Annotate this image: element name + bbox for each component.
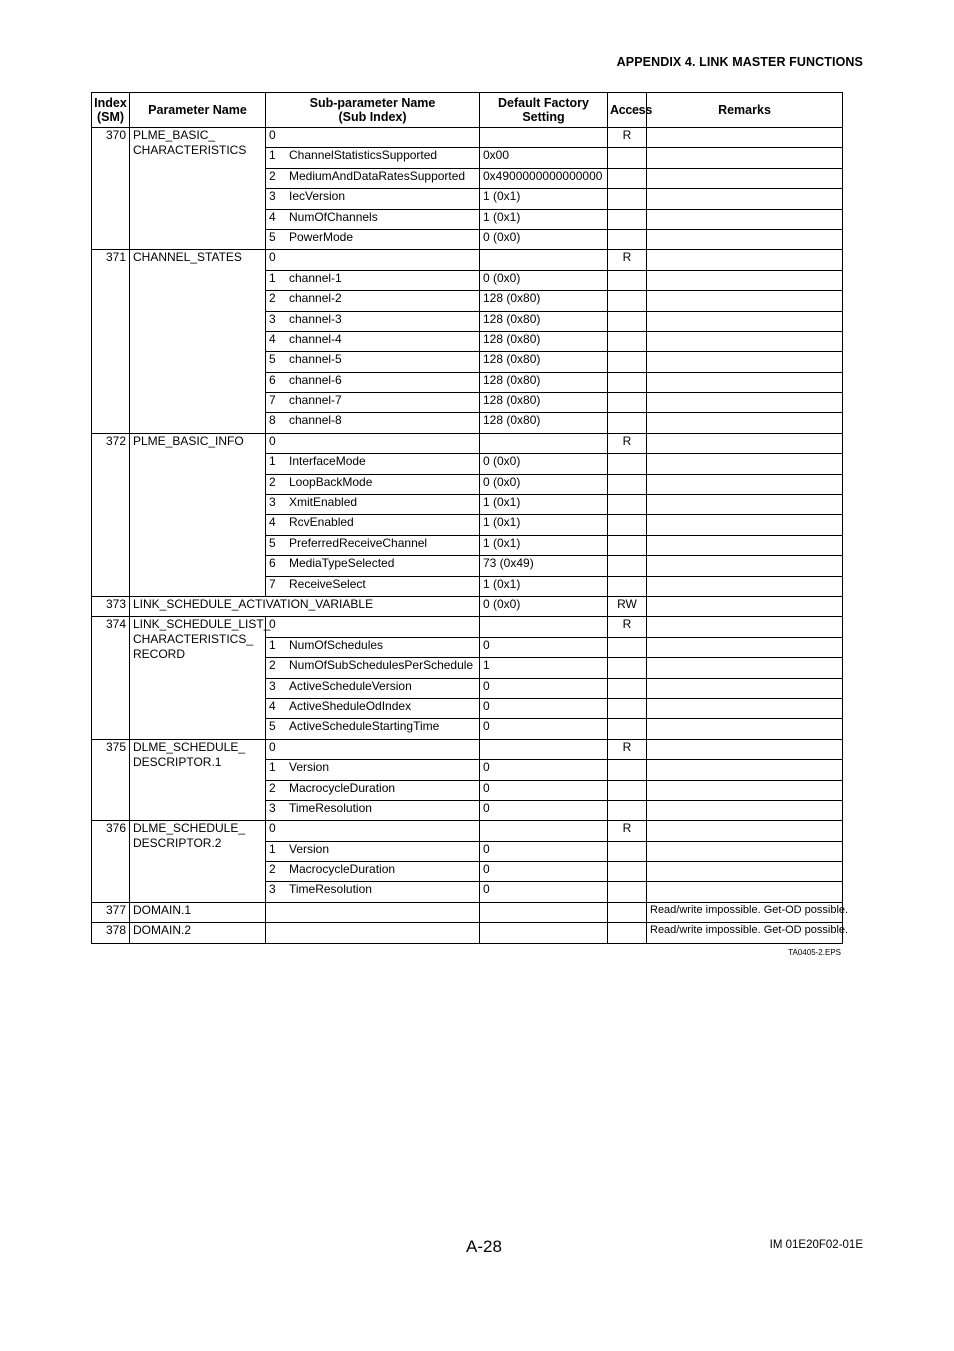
sub-parameter-cell xyxy=(266,882,480,902)
table-row xyxy=(92,902,843,922)
sub-index: 1 xyxy=(269,148,276,163)
access-cell xyxy=(608,189,647,209)
sub-index: 1 xyxy=(269,270,276,285)
column-header-sub-parameter xyxy=(266,93,480,128)
remarks-cell xyxy=(647,352,843,372)
table-body xyxy=(92,128,849,944)
default-value-cell: 128 (0x80) xyxy=(480,352,608,372)
default-value-cell: 73 (0x49) xyxy=(480,556,608,576)
remarks-cell xyxy=(647,311,843,331)
remarks-cell xyxy=(647,229,843,249)
access-cell xyxy=(608,331,647,351)
default-value-cell: 0 xyxy=(480,882,608,902)
remarks-cell xyxy=(647,719,843,739)
remarks-cell xyxy=(647,862,843,882)
table-row xyxy=(92,923,843,943)
table-row xyxy=(92,617,843,637)
column-header-sub-line2: (Sub Index) xyxy=(338,110,407,124)
index-cell: 371 xyxy=(92,250,130,434)
remarks-cell xyxy=(647,821,843,841)
remarks-cell xyxy=(647,393,843,413)
sub-parameter-cell xyxy=(266,841,480,861)
default-value-cell: 1 (0x1) xyxy=(480,495,608,515)
sub-index: 1 xyxy=(269,841,276,856)
sub-parameter-cell xyxy=(266,168,480,188)
sub-parameter-cell xyxy=(266,515,480,535)
access-cell xyxy=(608,841,647,861)
sub-index: 3 xyxy=(269,189,276,204)
sub-parameter-name: PowerMode xyxy=(289,229,354,244)
parameter-name-cell xyxy=(130,128,266,250)
remarks-cell xyxy=(647,189,843,209)
remarks-cell xyxy=(647,576,843,596)
remarks-cell xyxy=(647,209,843,229)
access-cell xyxy=(608,658,647,678)
table-row xyxy=(92,739,843,759)
sub-index: 3 xyxy=(269,311,276,326)
parameter-name-line: RECORD xyxy=(133,647,186,662)
access-cell xyxy=(608,209,647,229)
access-cell xyxy=(608,719,647,739)
index-cell: 376 xyxy=(92,821,130,903)
sub-index: 1 xyxy=(269,760,276,775)
parameter-name-cell: LINK_SCHEDULE_ACTIVATION_VARIABLE xyxy=(130,596,480,616)
remarks-cell xyxy=(647,617,843,637)
default-value-cell xyxy=(480,821,608,841)
access-cell: R xyxy=(608,250,647,270)
index-cell: 372 xyxy=(92,433,130,596)
sub-parameter-cell xyxy=(266,923,480,943)
parameter-table xyxy=(91,92,849,944)
index-cell: 378 xyxy=(92,923,130,943)
default-value-cell: 1 (0x1) xyxy=(480,209,608,229)
default-value-cell: 1 (0x1) xyxy=(480,515,608,535)
default-value-cell: 0x00 xyxy=(480,148,608,168)
sub-parameter-cell xyxy=(266,189,480,209)
sub-index: 0 xyxy=(269,617,276,632)
access-cell xyxy=(608,372,647,392)
parameter-name-line: DOMAIN.2 xyxy=(133,923,192,938)
remarks-cell xyxy=(647,148,843,168)
access-cell: R xyxy=(608,821,647,841)
default-value-cell: 128 (0x80) xyxy=(480,311,608,331)
sub-index: 3 xyxy=(269,800,276,815)
sub-index: 5 xyxy=(269,719,276,734)
sub-index: 5 xyxy=(269,535,276,550)
access-cell xyxy=(608,882,647,902)
remarks-cell xyxy=(647,739,843,759)
sub-parameter-name: Version xyxy=(289,841,330,856)
default-value-cell: 0 (0x0) xyxy=(480,596,608,616)
sub-index: 0 xyxy=(269,128,276,142)
sub-parameter-name: ActiveScheduleVersion xyxy=(289,678,412,693)
access-cell xyxy=(608,862,647,882)
sub-parameter-cell xyxy=(266,148,480,168)
sub-parameter-cell xyxy=(266,372,480,392)
sub-parameter-name: channel-7 xyxy=(289,393,342,408)
default-value-cell: 1 (0x1) xyxy=(480,189,608,209)
sub-parameter-name: NumOfSchedules xyxy=(289,637,384,652)
access-cell xyxy=(608,413,647,433)
sub-parameter-cell xyxy=(266,821,480,841)
sub-parameter-cell xyxy=(266,760,480,780)
access-cell xyxy=(608,637,647,657)
sub-index: 2 xyxy=(269,862,276,877)
remarks-cell xyxy=(647,454,843,474)
sub-parameter-cell xyxy=(266,902,480,922)
remarks-cell xyxy=(647,658,843,678)
access-cell: R xyxy=(608,433,647,453)
remarks-cell xyxy=(647,780,843,800)
sub-parameter-name: InterfaceMode xyxy=(289,454,366,469)
index-cell: 377 xyxy=(92,902,130,922)
parameter-name-line: CHANNEL_STATES xyxy=(133,250,242,265)
access-cell xyxy=(608,576,647,596)
parameter-name-line: DLME_SCHEDULE_ xyxy=(133,821,246,836)
sub-index: 7 xyxy=(269,576,276,591)
sub-index: 4 xyxy=(269,331,276,346)
parameter-name-cell xyxy=(130,617,271,739)
column-header-default xyxy=(480,93,608,128)
sub-parameter-cell xyxy=(266,698,480,718)
sub-index: 0 xyxy=(269,250,276,265)
table-row xyxy=(92,128,843,148)
sub-parameter-name: MacrocycleDuration xyxy=(289,862,396,877)
access-cell xyxy=(608,291,647,311)
sub-parameter-name: channel-4 xyxy=(289,331,342,346)
access-cell xyxy=(608,678,647,698)
default-value-cell: 0 xyxy=(480,760,608,780)
remarks-cell xyxy=(647,413,843,433)
access-cell xyxy=(608,780,647,800)
page-header: APPENDIX 4. LINK MASTER FUNCTIONS xyxy=(616,55,863,69)
sub-parameter-cell xyxy=(266,637,480,657)
index-cell: 373 xyxy=(92,596,130,616)
sub-index: 5 xyxy=(269,229,276,244)
sub-index: 2 xyxy=(269,168,276,183)
sub-index: 3 xyxy=(269,882,276,897)
parameter-name-line: LINK_SCHEDULE_LIST_ xyxy=(133,617,271,632)
column-header-sub-line1: Sub-parameter Name xyxy=(309,96,436,110)
remarks-cell xyxy=(647,270,843,290)
sub-parameter-cell xyxy=(266,331,480,351)
sub-index: 6 xyxy=(269,556,276,571)
access-cell xyxy=(608,393,647,413)
column-header-index-line2: (SM) xyxy=(96,110,125,124)
sub-parameter-cell xyxy=(266,413,480,433)
sub-parameter-cell xyxy=(266,270,480,290)
access-cell xyxy=(608,515,647,535)
remarks-cell xyxy=(647,433,843,453)
sub-parameter-name: MediaTypeSelected xyxy=(289,556,395,571)
sub-parameter-name: NumOfChannels xyxy=(289,209,378,224)
sub-parameter-cell xyxy=(266,576,480,596)
default-value-cell: 128 (0x80) xyxy=(480,413,608,433)
parameter-name-line: CHARACTERISTICS xyxy=(133,143,247,157)
default-value-cell: 1 (0x1) xyxy=(480,576,608,596)
sub-parameter-name: channel-8 xyxy=(289,413,342,428)
sub-parameter-cell xyxy=(266,739,480,759)
remarks-cell xyxy=(647,596,843,616)
sub-parameter-cell xyxy=(266,617,480,637)
sub-parameter-cell xyxy=(266,862,480,882)
sub-parameter-name: NumOfSubSchedulesPerSchedule xyxy=(289,658,474,673)
table-row xyxy=(92,433,843,453)
remarks-cell xyxy=(647,678,843,698)
parameter-name-line: DESCRIPTOR.2 xyxy=(133,836,222,851)
index-cell: 370 xyxy=(92,128,130,250)
sub-parameter-cell xyxy=(266,433,480,453)
access-cell xyxy=(608,923,647,943)
column-header-index-line1: Index xyxy=(94,96,127,110)
sub-parameter-name: MacrocycleDuration xyxy=(289,780,396,795)
parameter-name-line: DLME_SCHEDULE_ xyxy=(133,739,246,754)
sub-parameter-cell xyxy=(266,128,480,148)
parameter-name-line: CHARACTERISTICS_ xyxy=(133,632,254,647)
default-value-cell: 1 (0x1) xyxy=(480,535,608,555)
sub-parameter-cell xyxy=(266,352,480,372)
access-cell xyxy=(608,474,647,494)
default-value-cell: 0 xyxy=(480,841,608,861)
access-cell xyxy=(608,495,647,515)
sub-index: 2 xyxy=(269,291,276,306)
remarks-cell xyxy=(647,800,843,820)
sub-parameter-cell xyxy=(266,393,480,413)
remarks-cell xyxy=(647,495,843,515)
sub-parameter-cell xyxy=(266,454,480,474)
sub-parameter-cell xyxy=(266,556,480,576)
remarks-cell xyxy=(647,474,843,494)
default-value-cell: 128 (0x80) xyxy=(480,331,608,351)
parameter-name-line: DOMAIN.1 xyxy=(133,902,192,917)
index-cell: 374 xyxy=(92,617,130,739)
default-value-cell: 0 (0x0) xyxy=(480,270,608,290)
sub-parameter-cell xyxy=(266,474,480,494)
default-value-cell xyxy=(480,128,608,148)
default-value-cell xyxy=(480,923,608,943)
access-cell: R xyxy=(608,739,647,759)
sub-index: 0 xyxy=(269,433,276,448)
default-value-cell: 0 (0x0) xyxy=(480,474,608,494)
sub-parameter-cell xyxy=(266,250,480,270)
parameter-name-cell xyxy=(130,902,266,922)
parameter-name-line: DESCRIPTOR.1 xyxy=(133,754,222,769)
sub-parameter-cell xyxy=(266,658,480,678)
table-row xyxy=(92,250,843,270)
access-cell: RW xyxy=(608,596,647,616)
column-header-parameter-name: Parameter Name xyxy=(130,93,266,128)
sub-parameter-name: IecVersion xyxy=(289,189,346,204)
sub-parameter-cell xyxy=(266,495,480,515)
default-value-cell: 0 xyxy=(480,637,608,657)
default-value-cell xyxy=(480,902,608,922)
sub-index: 0 xyxy=(269,821,276,836)
sub-parameter-name: ActiveSheduleOdIndex xyxy=(289,698,412,713)
sub-parameter-name: ActiveScheduleStartingTime xyxy=(289,719,440,734)
default-value-cell xyxy=(480,250,608,270)
sub-index: 7 xyxy=(269,393,276,408)
remarks-cell xyxy=(647,841,843,861)
remarks-cell xyxy=(647,168,843,188)
default-value-cell: 0 xyxy=(480,862,608,882)
sub-index: 5 xyxy=(269,352,276,367)
sub-index: 8 xyxy=(269,413,276,428)
default-value-cell: 0 xyxy=(480,800,608,820)
column-header-default-line1: Default Factory xyxy=(498,96,589,110)
sub-parameter-name: channel-6 xyxy=(289,372,342,387)
sub-index: 4 xyxy=(269,209,276,224)
sub-parameter-name: PreferredReceiveChannel xyxy=(289,535,428,550)
sub-parameter-name: channel-5 xyxy=(289,352,342,367)
default-value-cell: 128 (0x80) xyxy=(480,291,608,311)
sub-index: 2 xyxy=(269,658,276,673)
access-cell xyxy=(608,229,647,249)
sub-parameter-name: XmitEnabled xyxy=(289,495,358,510)
table-row xyxy=(92,821,843,841)
sub-parameter-name: RcvEnabled xyxy=(289,515,354,530)
access-cell: R xyxy=(608,617,647,637)
remarks-cell xyxy=(647,882,843,902)
default-value-cell: 0 (0x0) xyxy=(480,229,608,249)
remarks-cell xyxy=(647,128,843,148)
sub-parameter-name: ChannelStatisticsSupported xyxy=(289,148,438,163)
remarks-cell xyxy=(647,515,843,535)
default-value-cell xyxy=(480,433,608,453)
sub-index: 3 xyxy=(269,678,276,693)
parameter-name-cell xyxy=(130,821,266,903)
access-cell xyxy=(608,760,647,780)
sub-parameter-name: channel-3 xyxy=(289,311,342,326)
access-cell xyxy=(608,168,647,188)
column-header-default-line2: Setting xyxy=(522,110,565,124)
access-cell xyxy=(608,535,647,555)
sub-index: 1 xyxy=(269,454,276,469)
access-cell xyxy=(608,270,647,290)
page-number: A-28 xyxy=(466,1237,502,1256)
default-value-cell: 128 (0x80) xyxy=(480,372,608,392)
column-header-access: Access xyxy=(608,93,647,128)
figure-id: TA0405-2.EPS xyxy=(788,948,841,957)
access-cell xyxy=(608,352,647,372)
column-header-remarks: Remarks xyxy=(647,93,843,128)
remarks-cell: Read/write impossible. Get-OD possible. xyxy=(647,902,843,922)
remarks-cell xyxy=(647,250,843,270)
access-cell xyxy=(608,800,647,820)
sub-parameter-name: Version xyxy=(289,760,330,775)
access-cell xyxy=(608,148,647,168)
remarks-cell xyxy=(647,760,843,780)
sub-parameter-name: TimeResolution xyxy=(289,800,372,815)
sub-parameter-name: MediumAndDataRatesSupported xyxy=(289,168,466,183)
parameter-name-line: PLME_BASIC_INFO xyxy=(133,433,244,448)
remarks-cell xyxy=(647,372,843,392)
access-cell xyxy=(608,454,647,474)
sub-index: 6 xyxy=(269,372,276,387)
column-header-index xyxy=(92,93,130,128)
parameter-name-line: PLME_BASIC_ xyxy=(133,128,216,142)
access-cell: R xyxy=(608,128,647,148)
default-value-cell: 1 xyxy=(480,658,608,678)
sub-parameter-name: ReceiveSelect xyxy=(289,576,366,591)
access-cell xyxy=(608,698,647,718)
document-id: IM 01E20F02-01E xyxy=(769,1239,863,1251)
sub-index: 4 xyxy=(269,515,276,530)
sub-parameter-cell xyxy=(266,780,480,800)
access-cell xyxy=(608,902,647,922)
default-value-cell: 128 (0x80) xyxy=(480,393,608,413)
default-value-cell: 0 xyxy=(480,698,608,718)
remarks-cell xyxy=(647,698,843,718)
access-cell xyxy=(608,311,647,331)
sub-index: 2 xyxy=(269,474,276,489)
parameter-name-cell xyxy=(130,433,266,596)
sub-parameter-cell xyxy=(266,678,480,698)
access-cell xyxy=(608,556,647,576)
remarks-cell xyxy=(647,637,843,657)
index-cell: 375 xyxy=(92,739,130,821)
default-value-cell: 0 xyxy=(480,678,608,698)
sub-index: 2 xyxy=(269,780,276,795)
sub-parameter-cell xyxy=(266,209,480,229)
sub-parameter-cell xyxy=(266,229,480,249)
table-header-row xyxy=(92,93,843,128)
sub-index: 0 xyxy=(269,739,276,754)
sub-index: 3 xyxy=(269,495,276,510)
sub-parameter-cell xyxy=(266,800,480,820)
default-value-cell: 0 xyxy=(480,719,608,739)
sub-index: 1 xyxy=(269,637,276,652)
default-value-cell xyxy=(480,617,608,637)
parameter-name-cell xyxy=(130,923,266,943)
remarks-cell xyxy=(647,535,843,555)
sub-parameter-cell xyxy=(266,535,480,555)
remarks-cell: Read/write impossible. Get-OD possible. xyxy=(647,923,843,943)
sub-parameter-name: LoopBackMode xyxy=(289,474,373,489)
sub-parameter-name: channel-2 xyxy=(289,291,342,306)
parameter-name-cell xyxy=(130,250,266,434)
sub-index: 4 xyxy=(269,698,276,713)
sub-parameter-cell xyxy=(266,311,480,331)
default-value-cell: 0 xyxy=(480,780,608,800)
sub-parameter-cell xyxy=(266,291,480,311)
remarks-cell xyxy=(647,331,843,351)
sub-parameter-cell xyxy=(266,719,480,739)
remarks-cell xyxy=(647,556,843,576)
default-value-cell: 0x4900000000000000 xyxy=(480,168,608,188)
sub-parameter-name: TimeResolution xyxy=(289,882,372,897)
default-value-cell xyxy=(480,739,608,759)
table-row xyxy=(92,596,843,616)
sub-parameter-name: channel-1 xyxy=(289,270,342,285)
remarks-cell xyxy=(647,291,843,311)
parameter-name-cell xyxy=(130,739,266,821)
default-value-cell: 0 (0x0) xyxy=(480,454,608,474)
